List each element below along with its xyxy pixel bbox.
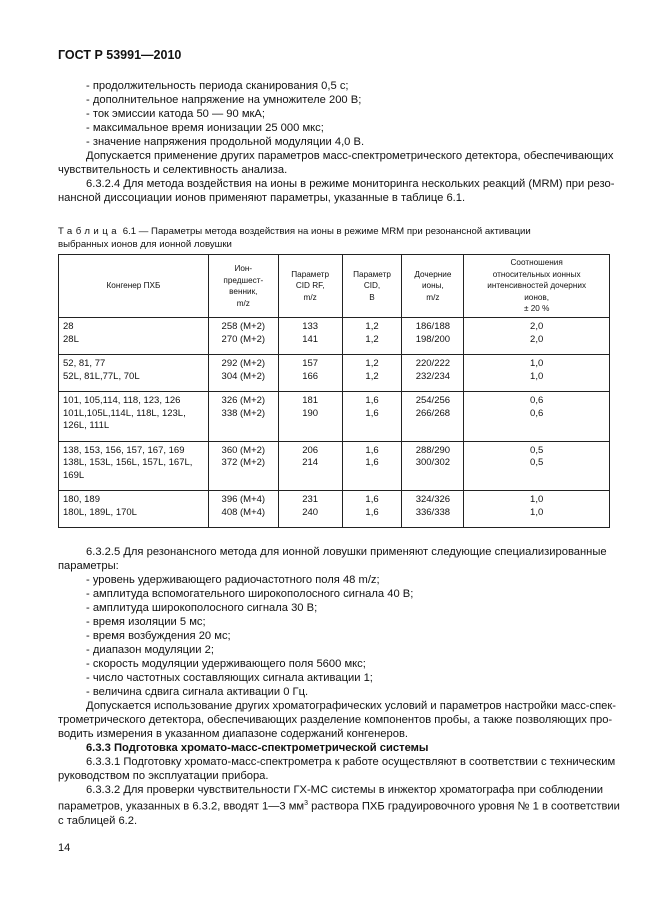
list-item: - максимальное время ионизации 25 000 мкс;: [86, 122, 324, 134]
list-item: - число частотных составляющих сигнала активации 1;: [86, 672, 373, 684]
cell-cid: 1,6 1,6: [342, 491, 402, 528]
cell-precursor: 326 (M+2) 338 (M+2): [208, 392, 278, 442]
paragraph-chromatography-conditions: [58, 699, 617, 741]
document-header: ГОСТ Р 53991—2010: [58, 48, 182, 62]
table-caption-label: Таблица: [58, 226, 121, 237]
paragraph-detector-params: [58, 149, 614, 177]
col-header-congener: Конгенер ПХБ: [59, 255, 209, 318]
cell-cid: 1,2 1,2: [342, 355, 402, 392]
list-item: - время изоляции 5 мс;: [86, 616, 206, 628]
col-header-cid: Параметр CID, В: [342, 255, 402, 318]
text-line: с таблицей 6.2.: [58, 814, 138, 827]
cell-cid-rf: 157 166: [278, 355, 342, 392]
cell-cid: 1,2 1,2: [342, 318, 402, 355]
list-item: - ток эмиссии катода 50 — 90 мкА;: [86, 108, 266, 120]
paragraph-6-3-2-4: [58, 177, 615, 205]
cell-cid-rf: 181 190: [278, 392, 342, 442]
text-line: 6.3.3.2 Для проверки чувствительности ГХ-МС системы в инжектор хроматографа при соблюдении: [86, 784, 604, 796]
cell-cid: 1,6 1,6: [342, 441, 402, 491]
text-line: водить измерения в указанном диапазоне содержаний конгенеров.: [58, 728, 408, 740]
cell-cid-rf: 133 141: [278, 318, 342, 355]
cell-daughter: 186/188 198/200: [402, 318, 464, 355]
col-header-cid-rf: Параметр CID RF, m/z: [278, 255, 342, 318]
list-item: - амплитуда широкополосного сигнала 30 В;: [86, 602, 318, 614]
cell-precursor: 292 (M+2) 304 (M+2): [208, 355, 278, 392]
cell-daughter: 220/222 232/234: [402, 355, 464, 392]
table-row: [59, 318, 610, 355]
cell-cid-rf: 231 240: [278, 491, 342, 528]
col-header-precursor-ion: Ион- предшест- венник, m/z: [208, 255, 278, 318]
parameter-list-1: [58, 79, 598, 149]
cell-congener: 101, 105,114, 118, 123, 126 101L,105L,114L, 118L, 123L, 126L, 111L: [59, 392, 209, 442]
text-line: 6.3.3.1 Подготовку хромато-масс-спектрометра к работе осуществляют в соответствии с техническим: [86, 756, 616, 768]
cell-cid: 1,6 1,6: [342, 392, 402, 442]
table-row: [59, 491, 610, 528]
col-header-daughter-ions: Дочерние ионы, m/z: [402, 255, 464, 318]
table-caption-text: выбранных ионов для ионной ловушки: [58, 238, 232, 250]
cell-ratio: 0,5 0,5: [464, 441, 610, 491]
text-line: трометрического детектора, обеспечивающих разделение компонентов пробы, а также позволяющих про-: [58, 714, 613, 726]
text-line: параметров, указанных в 6.3.2, вводят 1—3 $мм^3$ раствора ПХБ градуировочного уровня № 1 в соответствии: [58, 800, 620, 813]
section-6-3-3: [58, 741, 598, 755]
paragraph-6-3-3-2: [58, 783, 620, 828]
list-item: - дополнительное напряжение на умножителе 200 В;: [86, 94, 362, 106]
cell-congener: 28 28L: [59, 318, 209, 355]
table-row: [59, 355, 610, 392]
text-line: чувствительность и селективность анализа.: [58, 164, 288, 176]
table-caption-text: 6.1 — Параметры метода воздействия на ионы в режиме MRM при резонансной активации: [122, 226, 531, 237]
cell-ratio: 1,0 1,0: [464, 491, 610, 528]
col-header-intensity-ratio: Соотношения относительных ионных интенсивностей дочерних ионов, ± 20 %: [464, 255, 610, 318]
text-line: Допускается применение других параметров масс-спектрометрического детектора, обеспечивающих: [86, 150, 614, 162]
cell-congener: 180, 189 180L, 189L, 170L: [59, 491, 209, 528]
text-line: 6.3.2.4 Для метода воздействия на ионы в режиме мониторинга нескольких реакций (MRM) при резо-: [86, 178, 615, 190]
list-item: - уровень удерживающего радиочастотного поля 48 m/z;: [86, 574, 380, 586]
cell-congener: 138, 153, 156, 157, 167, 169 138L, 153L, 156L, 157L, 167L, 169L: [59, 441, 209, 491]
text-line: руководством по эксплуатации прибора.: [58, 770, 269, 782]
cell-precursor: 258 (M+2) 270 (M+2): [208, 318, 278, 355]
table-row: [59, 392, 610, 442]
cell-daughter: 254/256 266/268: [402, 392, 464, 442]
text-line: Допускается использование других хроматографических условий и параметров настройки масс-спек-: [86, 700, 617, 712]
table-caption: [58, 226, 618, 251]
mrm-parameters-table: [58, 254, 610, 528]
text-line: параметры:: [58, 560, 119, 572]
page-number: 14: [58, 842, 71, 854]
table-row: [59, 441, 610, 491]
cell-congener: 52, 81, 77 52L, 81L,77L, 70L: [59, 355, 209, 392]
list-item: - амплитуда вспомогательного широкополосного сигнала 40 В;: [86, 588, 414, 600]
cell-daughter: 288/290 300/302: [402, 441, 464, 491]
cell-cid-rf: 206 214: [278, 441, 342, 491]
section-title: 6.3.3 Подготовка хромато-масс-спектрометрической системы: [86, 742, 429, 754]
cell-daughter: 324/326 336/338: [402, 491, 464, 528]
text-line: нансной диссоциации ионов применяют параметры, указанные в таблице 6.1.: [58, 192, 466, 204]
paragraph-6-3-3-1: [58, 755, 616, 783]
table-header-row: [59, 255, 610, 318]
cell-precursor: 396 (M+4) 408 (M+4): [208, 491, 278, 528]
list-item: - скорость модуляции удерживающего поля 5600 мкс;: [86, 658, 366, 670]
cell-ratio: 2,0 2,0: [464, 318, 610, 355]
parameter-list-2: [58, 573, 598, 699]
list-item: - значение напряжения продольной модуляции 4,0 В.: [86, 136, 365, 148]
text-line: 6.3.2.5 Для резонансного метода для ионной ловушки применяют следующие специализированные: [86, 546, 607, 558]
list-item: - продолжительность периода сканирования 0,5 с;: [86, 80, 349, 92]
paragraph-6-3-2-5: [58, 545, 607, 573]
list-item: - диапазон модуляции 2;: [86, 644, 214, 656]
cell-precursor: 360 (M+2) 372 (M+2): [208, 441, 278, 491]
cell-ratio: 1,0 1,0: [464, 355, 610, 392]
list-item: - величина сдвига сигнала активации 0 Гц.: [86, 686, 309, 698]
cell-ratio: 0,6 0,6: [464, 392, 610, 442]
list-item: - время возбуждения 20 мс;: [86, 630, 231, 642]
